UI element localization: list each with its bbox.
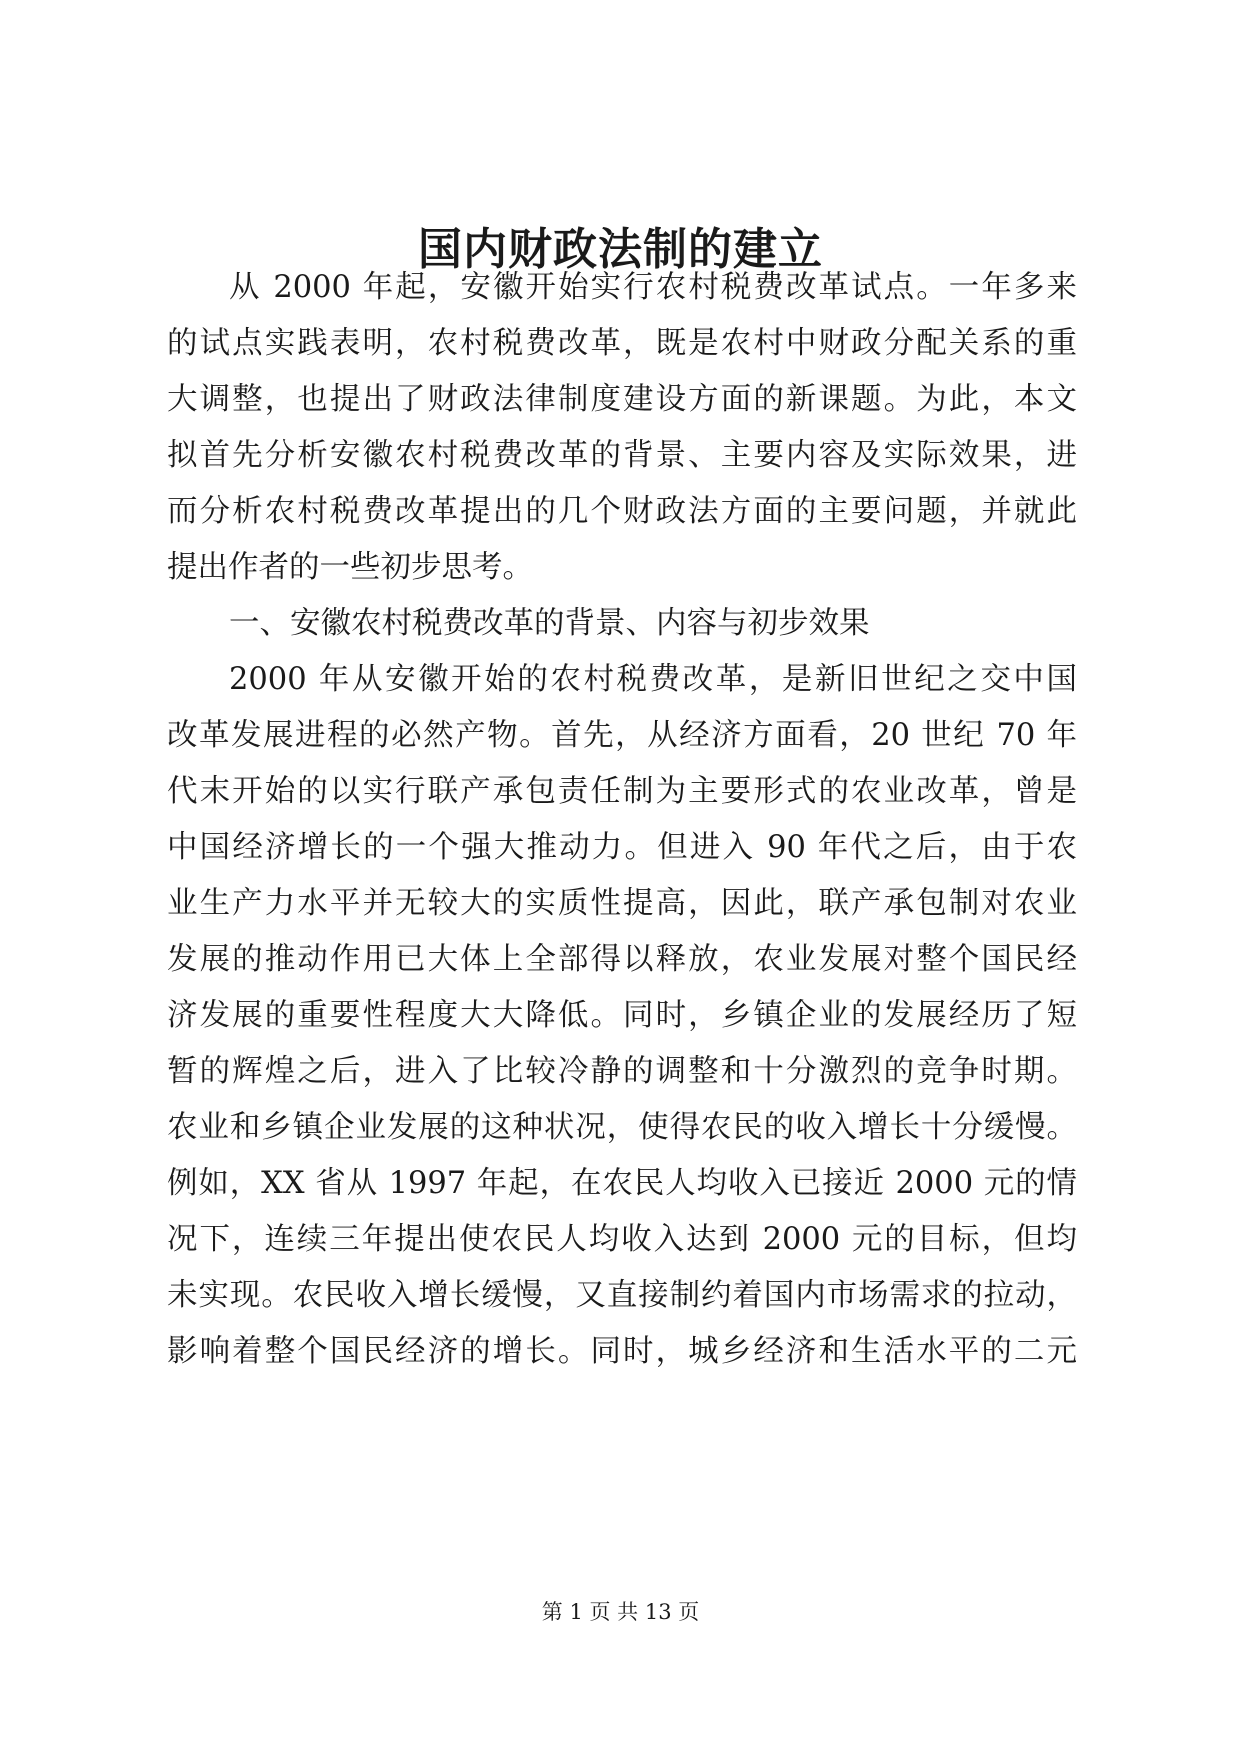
paragraph-line: 而分析农村税费改革提出的几个财政法方面的主要问题，并就此 [167,494,1077,529]
paragraph-line: 影响着整个国民经济的增长。同时，城乡经济和生活水平的二元 [167,1334,1077,1369]
page-title: 国内财政法制的建立 [418,224,823,275]
section-heading: 一、安徽农村税费改革的背景、内容与初步效果 [229,606,870,641]
paragraph-line: 发展的推动作用已大体上全部得以释放，农业发展对整个国民经 [167,942,1077,977]
paragraph-line: 农业和乡镇企业发展的这种状况，使得农民的收入增长十分缓慢。 [167,1110,1077,1145]
paragraph-line: 中国经济增长的一个强大推动力。但进入 90 年代之后，由于农 [167,830,1077,865]
paragraph-line: 提出作者的一些初步思考。 [167,550,533,585]
paragraph-line: 况下，连续三年提出使农民人均收入达到 2000 元的目标，但均 [167,1222,1077,1257]
page-footer: 第 1 页 共 13 页 [541,1600,700,1624]
paragraph-line: 济发展的重要性程度大大降低。同时，乡镇企业的发展经历了短 [167,998,1077,1033]
paragraph-line: 未实现。农民收入增长缓慢，又直接制约着国内市场需求的拉动， [167,1278,1077,1313]
paragraph-line: 代末开始的以实行联产承包责任制为主要形式的农业改革，曾是 [167,774,1077,809]
paragraph-line: 业生产力水平并无较大的实质性提高，因此，联产承包制对农业 [167,886,1077,921]
paragraph-line: 例如，XX 省从 1997 年起，在农民人均收入已接近 2000 元的情 [167,1166,1077,1201]
paragraph-line: 暂的辉煌之后，进入了比较冷静的调整和十分激烈的竞争时期。 [167,1054,1077,1089]
paragraph-line: 改革发展进程的必然产物。首先，从经济方面看，20 世纪 70 年 [167,718,1077,753]
paragraph-line: 从 2000 年起，安徽开始实行农村税费改革试点。一年多来 [229,270,1077,305]
paragraph-line: 拟首先分析安徽农村税费改革的背景、主要内容及实际效果，进 [167,438,1077,473]
paragraph-line: 的试点实践表明，农村税费改革，既是农村中财政分配关系的重 [167,326,1077,361]
paragraph-line: 2000 年从安徽开始的农村税费改革，是新旧世纪之交中国 [229,662,1077,697]
paragraph-line: 大调整，也提出了财政法律制度建设方面的新课题。为此，本文 [167,382,1077,417]
